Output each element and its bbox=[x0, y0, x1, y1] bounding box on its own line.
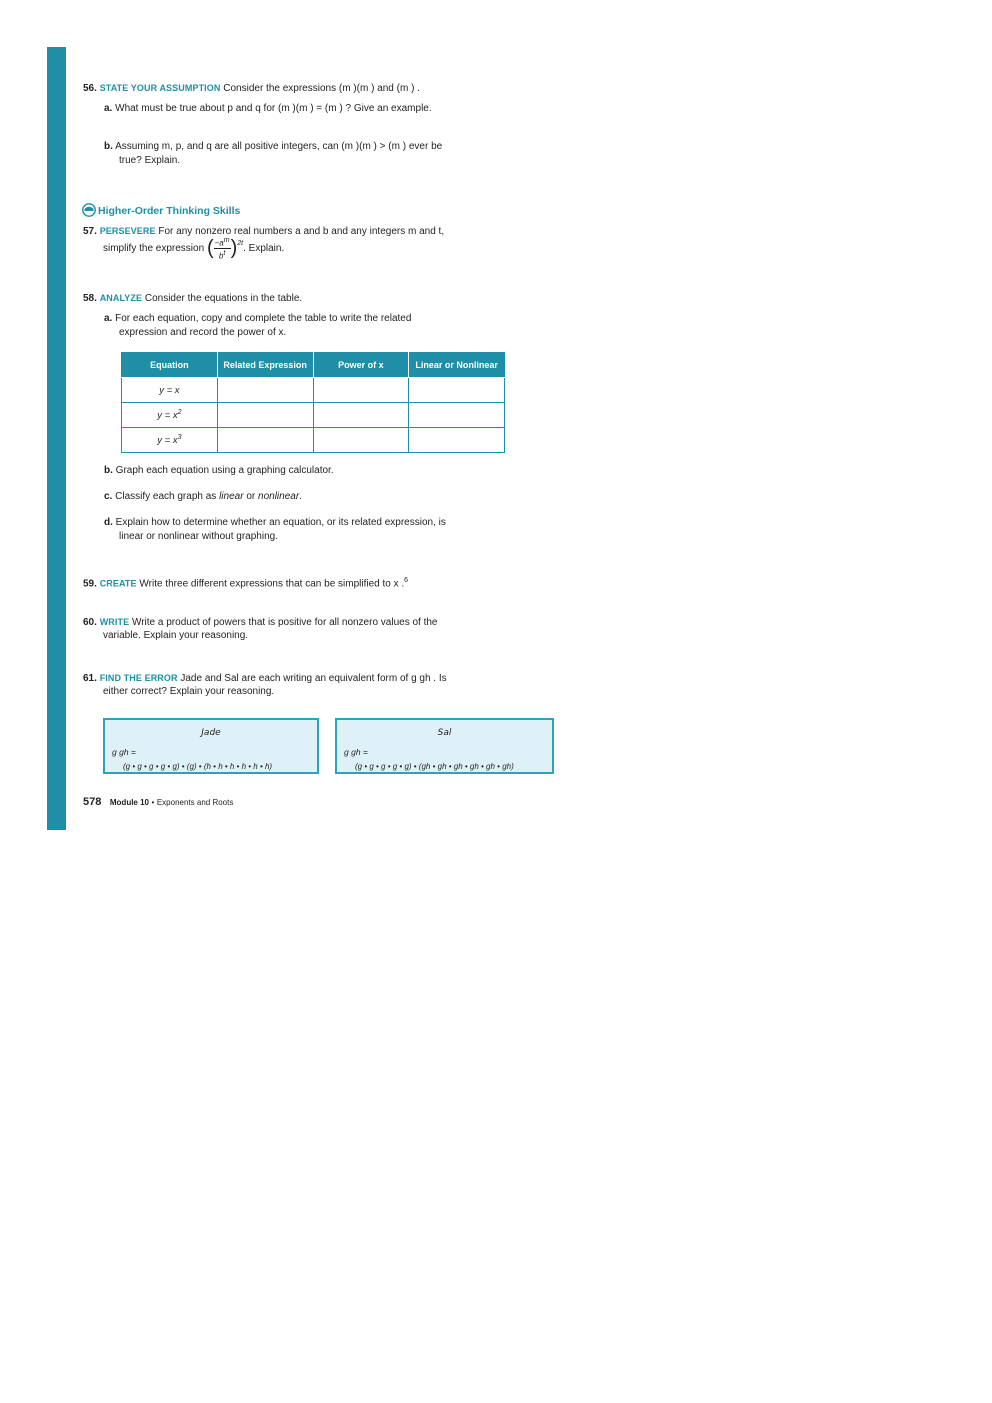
empty-cell bbox=[313, 428, 409, 453]
equation-text: y = x bbox=[157, 410, 178, 422]
empty-cell bbox=[217, 428, 313, 453]
question-60-cont: variable. Explain your reasoning. bbox=[103, 630, 249, 641]
question-text-post: . Explain. bbox=[243, 242, 285, 254]
part-text: Assuming m, p, and q are all positive integers, can (m )(m ) > (m ) ever be bbox=[115, 141, 443, 152]
outer-exponent: 2t bbox=[237, 240, 244, 247]
empty-cell bbox=[313, 403, 409, 428]
hots-title: Higher-Order Thinking Skills bbox=[98, 205, 241, 217]
linear-word: linear bbox=[219, 491, 244, 502]
question-tag: STATE YOUR ASSUMPTION bbox=[99, 83, 221, 93]
question-56 bbox=[83, 81, 420, 96]
sal-line-2: (g • g • g • g • g) • (gh • gh • gh • gh • gh • gh) bbox=[355, 762, 514, 771]
question-text: Jade and Sal are each writing an equivalent form of g gh . Is bbox=[180, 673, 447, 684]
equation-text: y = x bbox=[157, 435, 178, 447]
header-related-expression: Related Expression bbox=[217, 353, 313, 378]
denominator-exponent: t bbox=[223, 249, 226, 257]
empty-cell bbox=[217, 378, 313, 403]
question-56b-cont: true? Explain. bbox=[119, 155, 181, 166]
question-text-pre: simplify the expression bbox=[103, 242, 205, 254]
module-label: Module 10 bbox=[109, 798, 149, 807]
table-row bbox=[122, 403, 505, 428]
question-text: Write three different expressions that can be simplified to x . bbox=[139, 578, 405, 590]
numerator-exponent: m bbox=[223, 237, 230, 244]
question-57-expression bbox=[103, 236, 284, 261]
equation-table bbox=[121, 352, 505, 453]
question-59 bbox=[83, 574, 408, 591]
part-label: c. bbox=[104, 491, 113, 502]
empty-cell bbox=[409, 428, 505, 453]
equation-exponent: 3 bbox=[177, 433, 182, 441]
paren-close: ) bbox=[230, 237, 238, 260]
sal-work-box bbox=[335, 718, 554, 774]
question-tag: WRITE bbox=[99, 617, 130, 627]
question-58a bbox=[104, 312, 411, 326]
header-linear-or-nonlinear: Linear or Nonlinear bbox=[409, 353, 505, 378]
question-number: 60. bbox=[83, 617, 97, 628]
question-number: 61. bbox=[83, 673, 97, 684]
jade-line-1: g gh = bbox=[112, 747, 136, 757]
empty-cell bbox=[409, 403, 505, 428]
question-60 bbox=[83, 615, 438, 630]
part-text: Graph each equation using a graphing calculator. bbox=[115, 465, 334, 476]
question-56b bbox=[104, 140, 442, 154]
sal-line-1: g gh = bbox=[344, 747, 368, 757]
question-text: Write a product of powers that is positive for all nonzero values of the bbox=[131, 617, 438, 628]
part-label: a. bbox=[104, 103, 113, 114]
part-label: a. bbox=[104, 313, 113, 324]
fraction-numerator: −a bbox=[214, 238, 224, 248]
empty-cell bbox=[409, 378, 505, 403]
jade-work-box bbox=[103, 718, 319, 774]
page-number: 578 bbox=[83, 796, 102, 808]
part-text: Classify each graph as bbox=[115, 491, 217, 502]
question-number: 59. bbox=[83, 578, 97, 590]
table-row bbox=[122, 428, 505, 453]
jade-line-2: (g • g • g • g • g) • (g) • (h • h • h • h • h • h) bbox=[123, 762, 273, 771]
part-label: b. bbox=[104, 141, 113, 152]
module-title: Exponents and Roots bbox=[156, 798, 234, 807]
jade-title: Jade bbox=[201, 728, 221, 738]
question-61 bbox=[83, 671, 447, 686]
part-label: b. bbox=[104, 465, 113, 476]
equation-cell bbox=[122, 428, 218, 453]
question-number: 57. bbox=[83, 226, 97, 237]
question-tag: FIND THE ERROR bbox=[99, 673, 178, 683]
question-tag: CREATE bbox=[99, 578, 137, 589]
part-label: d. bbox=[104, 517, 113, 528]
paren-open: ( bbox=[206, 237, 214, 260]
question-56a bbox=[104, 102, 432, 116]
question-text: Consider the equations in the table. bbox=[144, 293, 303, 304]
period: . bbox=[299, 491, 302, 502]
part-text: For each equation, copy and complete the table to write the related bbox=[115, 313, 412, 324]
thinking-cap-icon bbox=[82, 203, 96, 217]
question-number: 56. bbox=[83, 83, 97, 94]
question-58d bbox=[104, 516, 446, 530]
question-text: For any nonzero real numbers a and b and any integers m and t, bbox=[158, 226, 445, 237]
table-header-row bbox=[122, 353, 505, 378]
empty-cell bbox=[313, 378, 409, 403]
question-58b bbox=[104, 464, 334, 478]
question-text: Consider the expressions (m )(m ) and (m ) . bbox=[223, 83, 420, 94]
equation-text: y = x bbox=[159, 385, 180, 397]
empty-cell bbox=[217, 403, 313, 428]
equation-exponent: 2 bbox=[177, 408, 182, 416]
or-word: or bbox=[246, 491, 256, 502]
part-text: Explain how to determine whether an equation, or its related expression, is bbox=[115, 517, 446, 528]
equation-cell bbox=[122, 403, 218, 428]
question-58a-cont: expression and record the power of x. bbox=[119, 327, 287, 338]
footer-separator: • bbox=[151, 798, 155, 807]
equation-cell bbox=[122, 378, 218, 403]
page-footer bbox=[83, 795, 233, 810]
question-58 bbox=[83, 291, 302, 306]
question-tag: ANALYZE bbox=[99, 293, 143, 303]
part-text: What must be true about p and q for (m )(m ) = (m ) ? Give an example. bbox=[115, 103, 432, 114]
nonlinear-word: nonlinear bbox=[258, 491, 300, 502]
question-exponent: 6 bbox=[404, 577, 409, 584]
question-58d-cont: linear or nonlinear without graphing. bbox=[119, 531, 278, 542]
question-number: 58. bbox=[83, 293, 97, 304]
table-row bbox=[122, 378, 505, 403]
question-58c bbox=[104, 490, 302, 504]
header-equation: Equation bbox=[122, 353, 218, 378]
question-tag: PERSEVERE bbox=[99, 226, 156, 236]
sidebar-bar bbox=[47, 47, 66, 830]
question-61-cont: either correct? Explain your reasoning. bbox=[103, 686, 275, 697]
fraction-denominator: b bbox=[218, 251, 224, 261]
header-power-of-x: Power of x bbox=[313, 353, 409, 378]
fraction bbox=[214, 236, 231, 260]
sal-title: Sal bbox=[437, 728, 452, 738]
